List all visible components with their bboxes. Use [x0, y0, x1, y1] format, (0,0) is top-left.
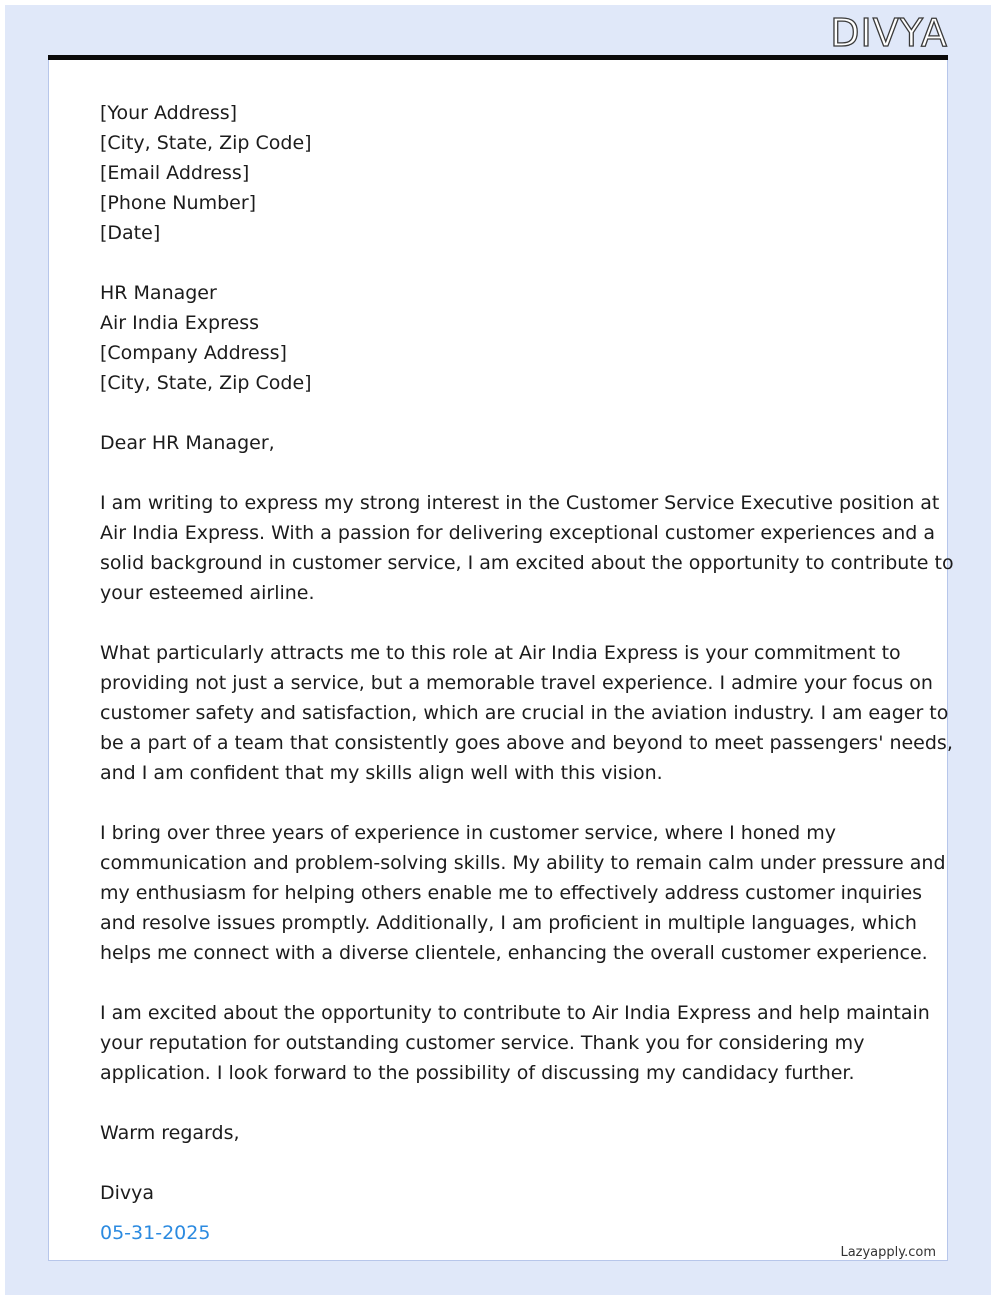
sender-email: [Email Address]: [100, 162, 250, 184]
signature-name: Divya: [100, 1182, 155, 1204]
recipient-address: [Company Address]: [100, 342, 287, 364]
recipient-company: Air India Express: [100, 312, 259, 334]
paragraph-line: your reputation for outstanding customer service. Thank you for considering my: [100, 1032, 865, 1054]
paragraph-line: be a part of a team that consistently goes above and beyond to meet passengers' needs,: [100, 732, 953, 754]
paragraph-line: What particularly attracts me to this role at Air India Express is your commitment to: [100, 642, 901, 664]
footer-site: Lazyapply.com: [840, 1245, 936, 1260]
paragraph-line: your esteemed airline.: [100, 582, 315, 604]
recipient-block: [100, 278, 900, 398]
paragraph-line: Air India Express. With a passion for delivering exceptional customer experiences and a: [100, 522, 936, 544]
paragraph-line: customer safety and satisfaction, which are crucial in the aviation industry. I am eager to: [100, 702, 949, 724]
sender-city-state-zip: [City, State, Zip Code]: [100, 132, 312, 154]
recipient-title: HR Manager: [100, 282, 217, 304]
paragraph-line: I am excited about the opportunity to contribute to Air India Express and help maintain: [100, 1002, 930, 1024]
paragraph-line: my enthusiasm for helping others enable me to effectively address customer inquiries: [100, 882, 923, 904]
paragraph-line: helps me connect with a diverse clientele, enhancing the overall customer experience.: [100, 942, 928, 964]
body-paragraph-2: [100, 638, 953, 788]
paragraph-line: application. I look forward to the possibility of discussing my candidacy further.: [100, 1062, 855, 1084]
sender-address: [Your Address]: [100, 102, 238, 124]
recipient-city-state-zip: [City, State, Zip Code]: [100, 372, 312, 394]
paragraph-line: solid background in customer service, I am excited about the opportunity to contribute to: [100, 552, 954, 574]
paragraph-line: and I am confident that my skills align well with this vision.: [100, 762, 663, 784]
body-paragraph-4: [100, 998, 930, 1088]
paragraph-line: I am writing to express my strong interest in the Customer Service Executive position at: [100, 492, 940, 514]
paragraph-line: I bring over three years of experience in customer service, where I honed my: [100, 822, 836, 844]
body-paragraph-3: [100, 818, 946, 968]
brand-name: DIVYA: [830, 11, 948, 55]
cover-letter: [100, 98, 954, 1248]
sender-date: [Date]: [100, 222, 161, 244]
body-paragraph-1: [100, 488, 954, 608]
signed-date-link[interactable]: 05-31-2025: [100, 1222, 211, 1244]
salutation: Dear HR Manager,: [100, 432, 275, 454]
paragraph-line: and resolve issues promptly. Additionally, I am proficient in multiple languages, which: [100, 912, 917, 934]
sender-phone: [Phone Number]: [100, 192, 257, 214]
closing: Warm regards,: [100, 1122, 240, 1144]
paragraph-line: providing not just a service, but a memorable travel experience. I admire your focus on: [100, 672, 933, 694]
paragraph-line: communication and problem-solving skills. My ability to remain calm under pressure and: [100, 852, 946, 874]
sender-block: [100, 98, 900, 248]
